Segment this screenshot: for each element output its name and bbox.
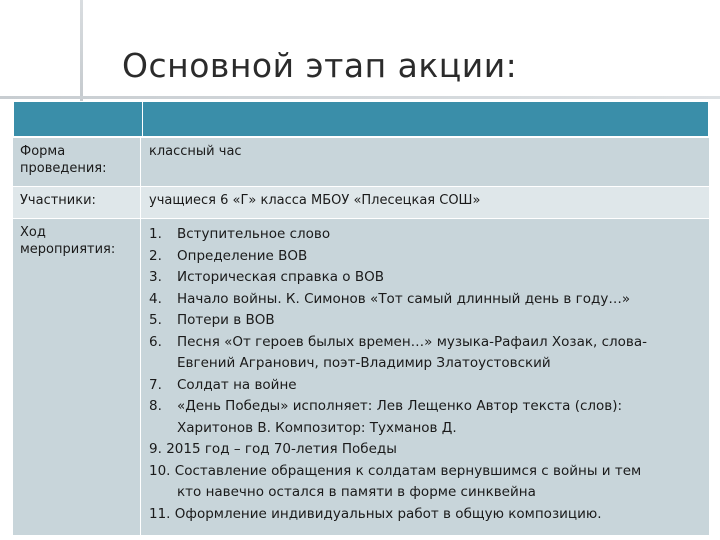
frame-horizontal-line xyxy=(0,96,720,99)
program-item-number: 8. xyxy=(149,398,162,414)
program-item-text: Историческая справка о ВОВ xyxy=(177,269,384,285)
program-item-continuation: Евгений Агранович, поэт-Владимир Златоустовский xyxy=(177,355,551,371)
row-label-form: Форма проведения: xyxy=(13,138,141,186)
program-item-text: Солдат на войне xyxy=(177,376,297,393)
program-item-1 xyxy=(149,224,705,246)
program-item-number: 4. xyxy=(149,290,162,307)
program-item-text: Определение ВОВ xyxy=(177,247,308,264)
program-item-text: Начало войны. К. Симонов «Тот самый длинный день в году…» xyxy=(177,290,631,307)
program-item-9 xyxy=(149,439,705,461)
row-label-program: Ход мероприятия: xyxy=(13,219,141,535)
program-item-text: Составление обращения к солдатам вернувшимся с войны и тем xyxy=(174,462,642,479)
page-title: Основной этап акции: xyxy=(122,46,518,85)
program-item-7 xyxy=(149,375,705,397)
program-item-5 xyxy=(149,310,705,332)
program-item-text: Потери в ВОВ xyxy=(177,312,275,328)
program-item-number: 11. xyxy=(149,505,171,522)
program-item-number: 10. xyxy=(149,462,171,479)
event-table xyxy=(13,101,709,535)
row-value-participants: учащиеся 6 «Г» класса МБОУ «Плесецкая СОШ» xyxy=(149,193,481,208)
program-item-number: 9. xyxy=(149,441,162,457)
program-item-number: 1. xyxy=(149,226,162,242)
program-item-body xyxy=(177,332,705,375)
program-item-number: 7. xyxy=(149,376,162,393)
program-item-text: Оформление индивидуальных работ в общую композицию. xyxy=(174,505,602,522)
row-value-program xyxy=(141,219,709,535)
program-item-number: 3. xyxy=(149,269,162,285)
header-divider xyxy=(142,102,143,136)
row-value-form: классный час xyxy=(149,144,242,159)
program-item-text: Вступительное слово xyxy=(177,226,331,242)
program-item-10 xyxy=(149,461,705,504)
row-label-participants: Участники: xyxy=(13,187,141,218)
program-item-continuation: Харитонов В. Композитор: Тухманов Д. xyxy=(177,419,457,436)
program-item-text: 2015 год – год 70-летия Победы xyxy=(166,441,397,457)
program-item-3 xyxy=(149,267,705,289)
program-item-8 xyxy=(149,396,705,439)
program-item-6 xyxy=(149,332,705,375)
program-item-continuation: кто навечно остался в памяти в форме синквейна xyxy=(177,484,536,500)
program-item-2 xyxy=(149,246,705,268)
program-item-number: 5. xyxy=(149,312,162,328)
table-row-program xyxy=(13,218,709,535)
table-row-participants xyxy=(13,186,709,218)
program-item-number: 6. xyxy=(149,333,162,350)
program-item-4 xyxy=(149,289,705,311)
program-item-body xyxy=(177,396,705,439)
program-item-number: 2. xyxy=(149,247,162,264)
program-item-text: Песня «От героев былых времен…» музыка-Рафаил Хозак, слова- xyxy=(177,333,648,350)
program-item-text: «День Победы» исполняет: Лев Лещенко Автор текста (слов): xyxy=(177,398,623,414)
table-row-form xyxy=(13,137,709,186)
program-list xyxy=(149,224,705,525)
table-header xyxy=(13,101,709,137)
program-item-11 xyxy=(149,504,705,526)
